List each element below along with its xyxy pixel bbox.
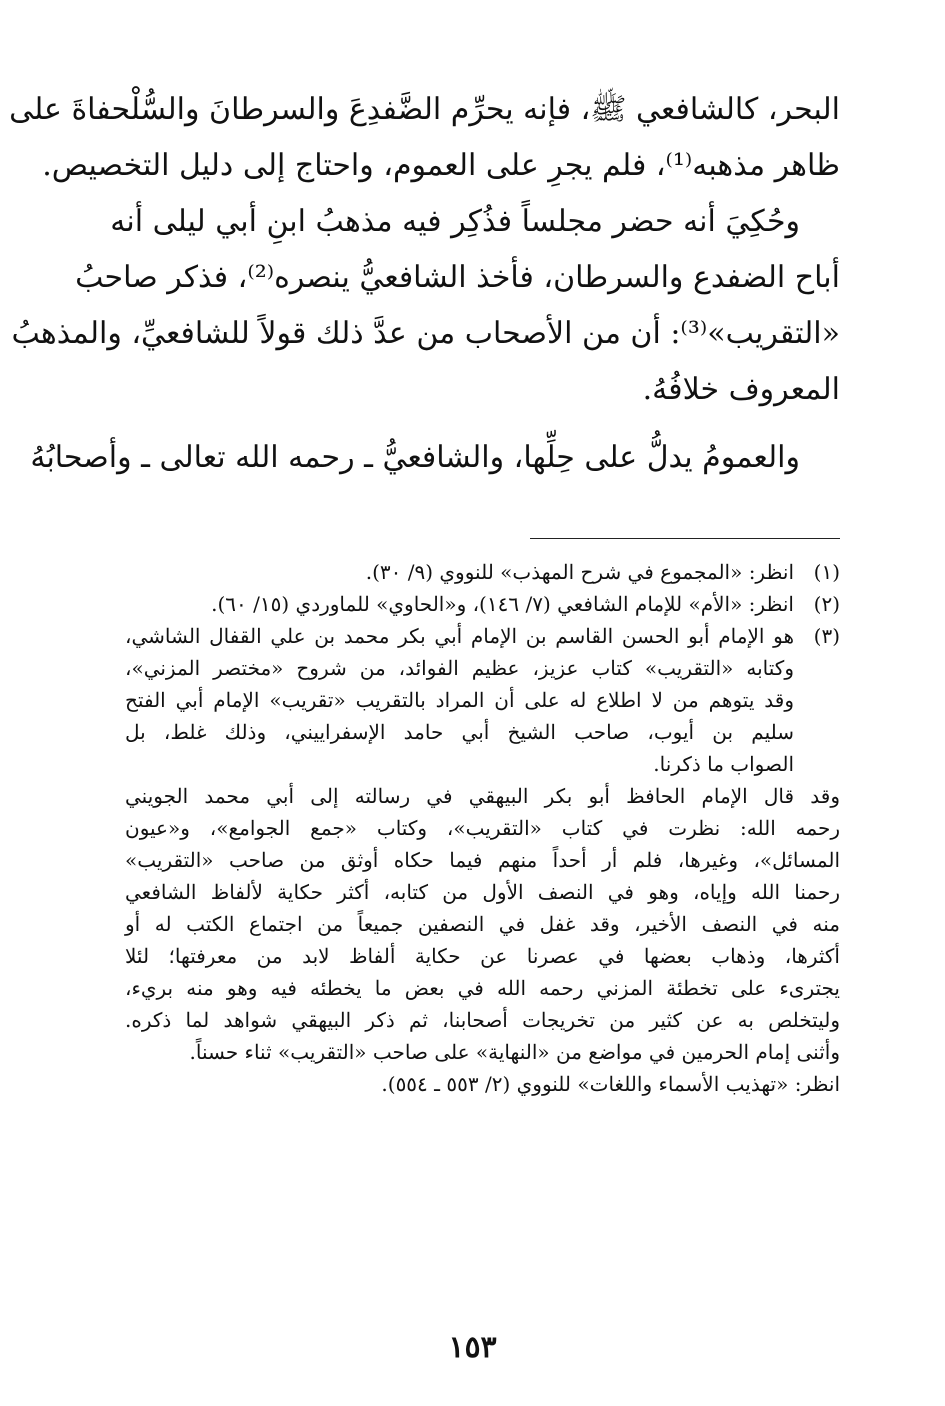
- page-number: ١٥٣: [448, 1330, 497, 1365]
- footnote-line: رحمنا الله وإياه، وهو في النصف الأول من كتابه، أكثر حكاية لألفاظ الشافعي: [125, 880, 840, 904]
- footnote-1: [125, 556, 840, 588]
- footnote-2: [125, 588, 840, 620]
- footnote-3: [125, 620, 840, 780]
- footnote-number: (٢): [813, 592, 840, 616]
- footnote-3-continuation: [125, 780, 840, 1100]
- footnote-line: وأثنى إمام الحرمين في مواضع من «النهاية» على صاحب «التقريب» ثناء حسناً.: [189, 1040, 840, 1064]
- main-line: أباح الضفدع والسرطان، فأخذ الشافعيُّ ينصره⁽²⁾، فذكر صاحبُ: [75, 260, 840, 295]
- main-line: والعمومُ يدلُّ على حِلِّها، والشافعيُّ ـ رحمه الله تعالى ـ وأصحابُهُ: [30, 440, 800, 475]
- footnote-line: وليتخلص به عن كثير من تخريجات أصحابنا، ثم ذكر البيهقي شواهد لما ذكره.: [125, 1008, 840, 1032]
- footnote-line: منه في النصف الأخير، وقد غفل في النصفين جميعاً من اجتماع الكتب له أو: [125, 912, 840, 936]
- footnote-number: (١): [813, 560, 840, 584]
- main-line: البحر، كالشافعي ﷺ، فإنه يحرِّم الضَّفدِعَ والسرطانَ والسُّلْحفاةَ على: [9, 92, 840, 127]
- footnote-line: وقد يتوهم من لا اطلاع له على أن المراد بالتقريب «تقريب» الإمام أبي الفتح: [125, 688, 794, 712]
- footnote-line: سليم بن أيوب، صاحب الشيخ أبي حامد الإسفراييني، وذلك غلط، بل: [125, 720, 794, 744]
- footnote-line: انظر: «تهذيب الأسماء واللغات» للنووي (٢/ ٥٥٣ ـ ٥٥٤).: [381, 1072, 840, 1096]
- footnote-line: رحمه الله: نظرت في كتاب «التقريب»، وكتاب «جمع الجوامع»، و«عيون: [125, 816, 840, 840]
- main-line: «التقريب»⁽³⁾: أن من الأصحاب من عدَّ ذلك قولاً للشافعيِّ، والمذهبُ: [11, 316, 840, 351]
- main-line: المعروف خلافُهُ.: [642, 372, 840, 407]
- main-line: وحُكِيَ أنه حضر مجلساً فذُكِر فيه مذهبُ ابنِ أبي ليلى أنه: [110, 204, 800, 239]
- footnote-line: الصواب ما ذكرنا.: [653, 752, 794, 776]
- footnote-line: يجترىء على تخطئة المزني رحمه الله في بعض ما يخطئه فيه وهو منه بريء،: [125, 976, 840, 1000]
- footnote-line: وقد قال الإمام الحافظ أبو بكر البيهقي في رسالته إلى أبي محمد الجويني: [125, 784, 840, 808]
- footnote-divider: [530, 538, 840, 539]
- footnote-line: أكثرها، وذهاب بعضها في عصرنا عن حكاية ألفاظ لابد من معرفتها؛ لئلا: [125, 944, 840, 968]
- footnote-line: المسائل»، وغيرها، فلم أر أحداً منهم فيما حكاه أوثق من صاحب «التقريب»: [125, 848, 840, 872]
- footnotes: [125, 556, 840, 1100]
- footnote-line: انظر: «المجموع في شرح المهذب» للنووي (٩/ ٣٠).: [365, 560, 794, 584]
- footnote-line: هو الإمام أبو الحسن القاسم بن الإمام أبي بكر محمد بن علي القفال الشاشي،: [125, 624, 794, 648]
- main-line: ظاهر مذهبه⁽¹⁾، فلم يجرِ على العموم، واحتاج إلى دليل التخصيص.: [42, 148, 840, 183]
- footnote-number: (٣): [813, 624, 840, 648]
- footnote-line: انظر: «الأم» للإمام الشافعي (٧/ ١٤٦)، و«الحاوي» للماوردي (١٥/ ٦٠).: [211, 592, 794, 616]
- footnote-line: وكتابه «التقريب» كتاب عزيز، عظيم الفوائد، من شروح «مختصر المزني»،: [125, 656, 794, 680]
- main-text: [9, 82, 840, 486]
